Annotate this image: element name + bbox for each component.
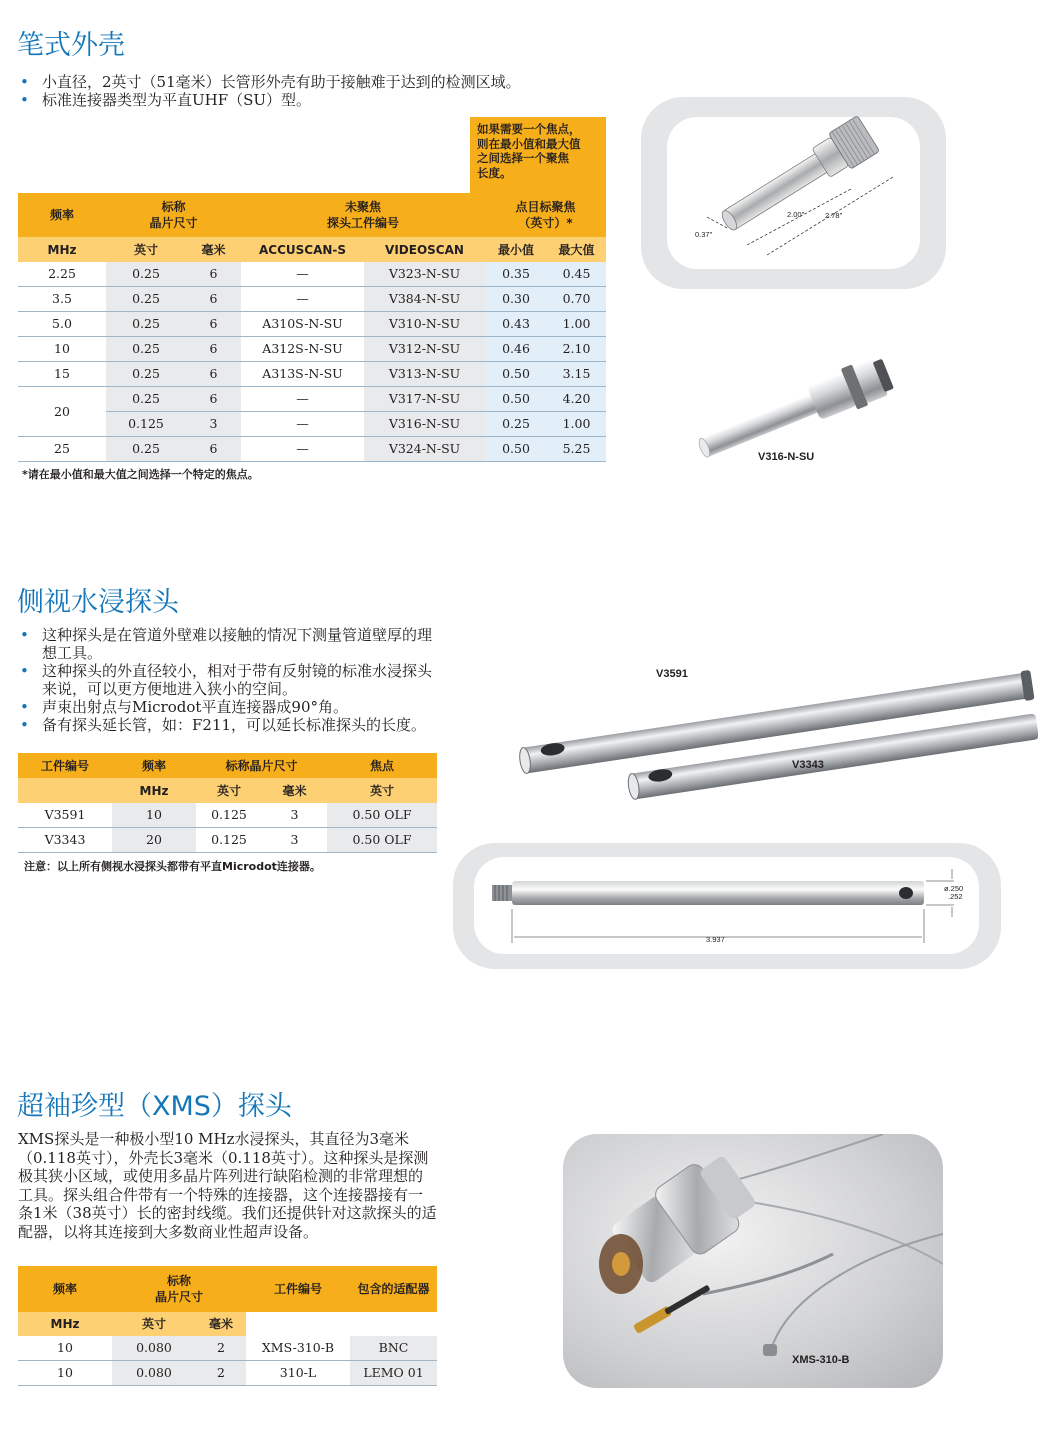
- table-cell: 0.35: [485, 262, 547, 287]
- v3591-caption: V3591: [656, 668, 688, 680]
- unit-cell: VIDEOSCAN: [364, 237, 485, 262]
- side-probes-photo: [515, 648, 1038, 763]
- table-cell: 6: [186, 312, 241, 337]
- unit-cell: 毫米: [186, 237, 241, 262]
- table-cell: 0.080: [112, 1361, 196, 1386]
- side-bullet: • 这种探头是在管道外壁难以接触的情况下测量管道壁厚的理 想工具。: [18, 626, 498, 662]
- unit-cell: 英寸: [327, 778, 437, 803]
- table-cell: 0.30: [485, 287, 547, 312]
- table-cell: V316-N-SU: [364, 412, 485, 437]
- table-cell: 0.43: [485, 312, 547, 337]
- table-cell: 0.25: [106, 337, 186, 362]
- unit-cell: 英寸: [106, 237, 186, 262]
- unit-cell: MHz: [18, 1312, 112, 1336]
- side-bullet: • 这种探头的外直径较小，相对于带有反射镜的标准水浸探头 来说，可以更方便地进入狭小的空间。: [18, 662, 498, 698]
- table-header-row: [18, 753, 437, 778]
- table-cell: 0.45: [547, 262, 606, 287]
- table-cell: 3: [262, 828, 327, 853]
- xms-caption: XMS-310-B: [792, 1354, 850, 1366]
- table-cell: 25: [18, 437, 106, 462]
- col-header-freq: 频率: [18, 1266, 112, 1312]
- xms-description: XMS探头是一种极小型10 MHz水浸探头，其直径为3毫米 （0.118英寸），外壳长3毫米（0.118英寸）。这种探头是探测 极其狭小区域，或使用多晶片阵列进行缺陷检测的非常理想的 工具。探头组合件带有一个特殊的连接器，这个连接器接有一 条1米（38英寸）长的密封线缆。我们还提供针对这款探头的适 配器，以将其连接到大多数商业性超声设备。: [18, 1130, 437, 1241]
- table-row: [18, 387, 606, 412]
- table-cell: 6: [186, 262, 241, 287]
- unit-cell: 最小值: [485, 237, 547, 262]
- table-cell: 6: [186, 387, 241, 412]
- pen-bullet-list: [18, 73, 608, 109]
- table-cell: 20: [18, 387, 106, 437]
- table-cell: 10: [18, 337, 106, 362]
- table-cell: V312-N-SU: [364, 337, 485, 362]
- table-cell: 20: [112, 828, 196, 853]
- table-cell: 1.00: [547, 312, 606, 337]
- table-cell: 15: [18, 362, 106, 387]
- table-cell: V323-N-SU: [364, 262, 485, 287]
- table-cell: 3.15: [547, 362, 606, 387]
- xms-section-title: 超袖珍型（XMS）探头: [17, 1091, 292, 1122]
- pen-footnote: *请在最小值和最大值之间选择一个特定的焦点。: [22, 468, 259, 481]
- table-cell: 0.25: [106, 387, 186, 412]
- v316-caption: V316-N-SU: [758, 451, 815, 463]
- col-header-part: 工件编号: [246, 1266, 350, 1312]
- table-header-row: [18, 193, 606, 237]
- table-cell: 3: [186, 412, 241, 437]
- xms-spec-table: [18, 1266, 437, 1386]
- v316-probe-photo: [680, 338, 910, 448]
- table-cell: 0.25: [106, 262, 186, 287]
- table-units-row: [18, 778, 437, 803]
- table-cell: 0.46: [485, 337, 547, 362]
- table-cell: 0.50 OLF: [327, 828, 437, 853]
- table-cell: 0.25: [485, 412, 547, 437]
- table-cell: 2.10: [547, 337, 606, 362]
- table-cell: 6: [186, 337, 241, 362]
- pen-dimension-drawing: [667, 117, 920, 269]
- table-cell: 0.50: [485, 387, 547, 412]
- dim-label: 3.937: [706, 935, 725, 944]
- col-header-freq: 频率: [18, 193, 106, 237]
- unit-cell: ACCUSCAN-S: [241, 237, 364, 262]
- pen-section-title: 笔式外壳: [17, 30, 125, 61]
- unit-cell: 毫米: [262, 778, 327, 803]
- table-cell: BNC: [350, 1336, 437, 1361]
- table-cell: A310S-N-SU: [241, 312, 364, 337]
- table-cell: —: [241, 437, 364, 462]
- table-cell: 5.0: [18, 312, 106, 337]
- table-row: [18, 803, 437, 828]
- table-row: [18, 1361, 437, 1386]
- unit-cell: 最大值: [547, 237, 606, 262]
- unit-cell: MHz: [18, 237, 106, 262]
- table-cell: 2.25: [18, 262, 106, 287]
- unit-cell: 毫米: [196, 1312, 246, 1336]
- table-cell: 0.70: [547, 287, 606, 312]
- table-cell: V324-N-SU: [364, 437, 485, 462]
- table-cell: 0.080: [112, 1336, 196, 1361]
- col-header-focus: 点目标聚焦 （英寸）*: [485, 193, 606, 237]
- table-cell: LEMO 01: [350, 1361, 437, 1386]
- table-cell: 0.125: [106, 412, 186, 437]
- focus-note-box: 如果需要一个焦点， 则在最小值和最大值 之间选择一个聚焦 长度。: [470, 117, 606, 193]
- col-header-adapter: 包含的适配器: [350, 1266, 437, 1312]
- table-cell: 6: [186, 287, 241, 312]
- unit-cell: MHz: [112, 778, 196, 803]
- table-row: [18, 337, 606, 362]
- table-row: [18, 1336, 437, 1361]
- table-cell: 2: [196, 1336, 246, 1361]
- table-row: [18, 362, 606, 387]
- dim-label: .252: [948, 892, 963, 901]
- table-cell: 0.125: [196, 828, 262, 853]
- table-cell: 2: [196, 1361, 246, 1386]
- table-cell: 0.50: [485, 362, 547, 387]
- col-header-part: 工件编号: [18, 753, 112, 778]
- table-cell: —: [241, 262, 364, 287]
- unit-cell: 英寸: [112, 1312, 196, 1336]
- dim-label: ø.250: [944, 884, 964, 893]
- col-header-size: 标称 晶片尺寸: [106, 193, 241, 237]
- dim-label: 0.37": [695, 230, 713, 239]
- col-header-focus: 焦点: [327, 753, 437, 778]
- table-cell: 3: [262, 803, 327, 828]
- table-cell: V384-N-SU: [364, 287, 485, 312]
- table-cell: 0.25: [106, 287, 186, 312]
- v3343-caption: V3343: [792, 759, 824, 771]
- table-cell: —: [241, 287, 364, 312]
- table-row: [18, 312, 606, 337]
- side-dimension-drawing: [474, 857, 979, 954]
- table-cell: XMS-310-B: [246, 1336, 350, 1361]
- table-cell: V310-N-SU: [364, 312, 485, 337]
- table-cell: 10: [112, 803, 196, 828]
- table-cell: A313S-N-SU: [241, 362, 364, 387]
- table-cell: V3343: [18, 828, 112, 853]
- unit-cell: 英寸: [196, 778, 262, 803]
- table-cell: 10: [18, 1361, 112, 1386]
- table-cell: 6: [186, 362, 241, 387]
- table-cell: V313-N-SU: [364, 362, 485, 387]
- pen-bullet: • 小直径，2英寸（51毫米）长管形外壳有助于接触难于达到的检测区域。: [18, 73, 608, 91]
- table-cell: A312S-N-SU: [241, 337, 364, 362]
- col-header-size: 标称 晶片尺寸: [112, 1266, 246, 1312]
- side-spec-table: [18, 753, 437, 853]
- table-cell: V317-N-SU: [364, 387, 485, 412]
- table-cell: V3591: [18, 803, 112, 828]
- table-cell: 0.125: [196, 803, 262, 828]
- side-bullet-list: [18, 626, 498, 734]
- col-header-size: 标称晶片尺寸: [196, 753, 327, 778]
- table-cell: 310-L: [246, 1361, 350, 1386]
- table-cell: 0.50 OLF: [327, 803, 437, 828]
- dim-label: 2.78": [825, 211, 843, 220]
- dim-label: 2.00": [787, 210, 805, 219]
- side-section-title: 侧视水浸探头: [17, 587, 179, 618]
- table-row: [18, 287, 606, 312]
- table-row: [18, 437, 606, 462]
- table-cell: 5.25: [547, 437, 606, 462]
- table-cell: 6: [186, 437, 241, 462]
- table-row: [18, 262, 606, 287]
- xms-probe-photo: [563, 1134, 943, 1388]
- table-cell: 3.5: [18, 287, 106, 312]
- side-note: 注意：以上所有侧视水浸探头都带有平直Microdot连接器。: [24, 860, 321, 873]
- pen-bullet: • 标准连接器类型为平直UHF（SU）型。: [18, 91, 608, 109]
- table-cell: 0.25: [106, 362, 186, 387]
- table-cell: 1.00: [547, 412, 606, 437]
- table-units-row: [18, 1312, 437, 1336]
- table-cell: 0.25: [106, 437, 186, 462]
- table-cell: 10: [18, 1336, 112, 1361]
- table-header-row: [18, 1266, 437, 1312]
- table-cell: 0.50: [485, 437, 547, 462]
- table-row: [18, 412, 606, 437]
- pen-spec-table: [18, 193, 606, 462]
- col-header-freq: 频率: [112, 753, 196, 778]
- side-bullet: • 声束出射点与Microdot平直连接器成90°角。: [18, 698, 498, 716]
- side-bullet: • 备有探头延长管，如：F211，可以延长标准探头的长度。: [18, 716, 498, 734]
- table-cell: —: [241, 412, 364, 437]
- col-header-part: 未聚焦 探头工件编号: [241, 193, 485, 237]
- table-row: [18, 828, 437, 853]
- xms-photo-drawing: [563, 1134, 943, 1388]
- table-cell: 0.25: [106, 312, 186, 337]
- table-cell: —: [241, 387, 364, 412]
- table-units-row: [18, 237, 606, 262]
- table-cell: 4.20: [547, 387, 606, 412]
